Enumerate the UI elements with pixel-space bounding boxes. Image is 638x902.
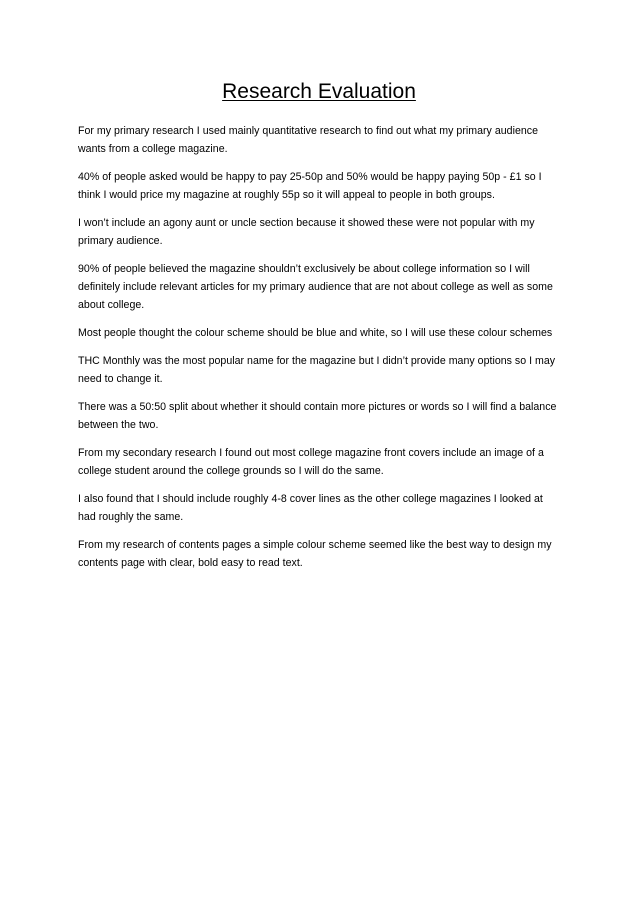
paragraph-content-focus: 90% of people believed the magazine shouldn’t exclusively be about college information so I will definitely include relevant articles for my primary audience that are not about college as well as some about college. [78,263,553,311]
paragraph-pricing: 40% of people asked would be happy to pay 25-50p and 50% would be happy paying 50p - £1 so I think I would price my magazine at roughly 55p so it will appeal to people in both groups. [78,171,542,201]
paragraph-pictures-words: There was a 50:50 split about whether it should contain more pictures or words so I will find a balance between the two. [78,401,557,431]
body-text [78,122,563,582]
paragraph-secondary-research: From my secondary research I found out most college magazine front covers include an image of a college student around the college grounds so I will do the same. [78,447,544,477]
paragraph-magazine-name: THC Monthly was the most popular name for the magazine but I didn’t provide many options so I may need to change it. [78,355,556,385]
paragraph-contents-pages: From my research of contents pages a simple colour scheme seemed like the best way to design my contents page with clear, bold easy to read text. [78,539,552,569]
paragraph-colour-scheme: Most people thought the colour scheme should be blue and white, so I will use these colour schemes [78,327,553,339]
page-title: Research Evaluation [222,80,416,103]
paragraph-cover-lines: I also found that I should include roughly 4-8 cover lines as the other college magazines I looked at had roughly the same. [78,493,543,523]
paragraph-primary-research: For my primary research I used mainly quantitative research to find out what my primary audience wants from a college magazine. [78,125,538,155]
paragraph-agony-aunt: I won’t include an agony aunt or uncle section because it showed these were not popular with my primary audience. [78,217,535,247]
